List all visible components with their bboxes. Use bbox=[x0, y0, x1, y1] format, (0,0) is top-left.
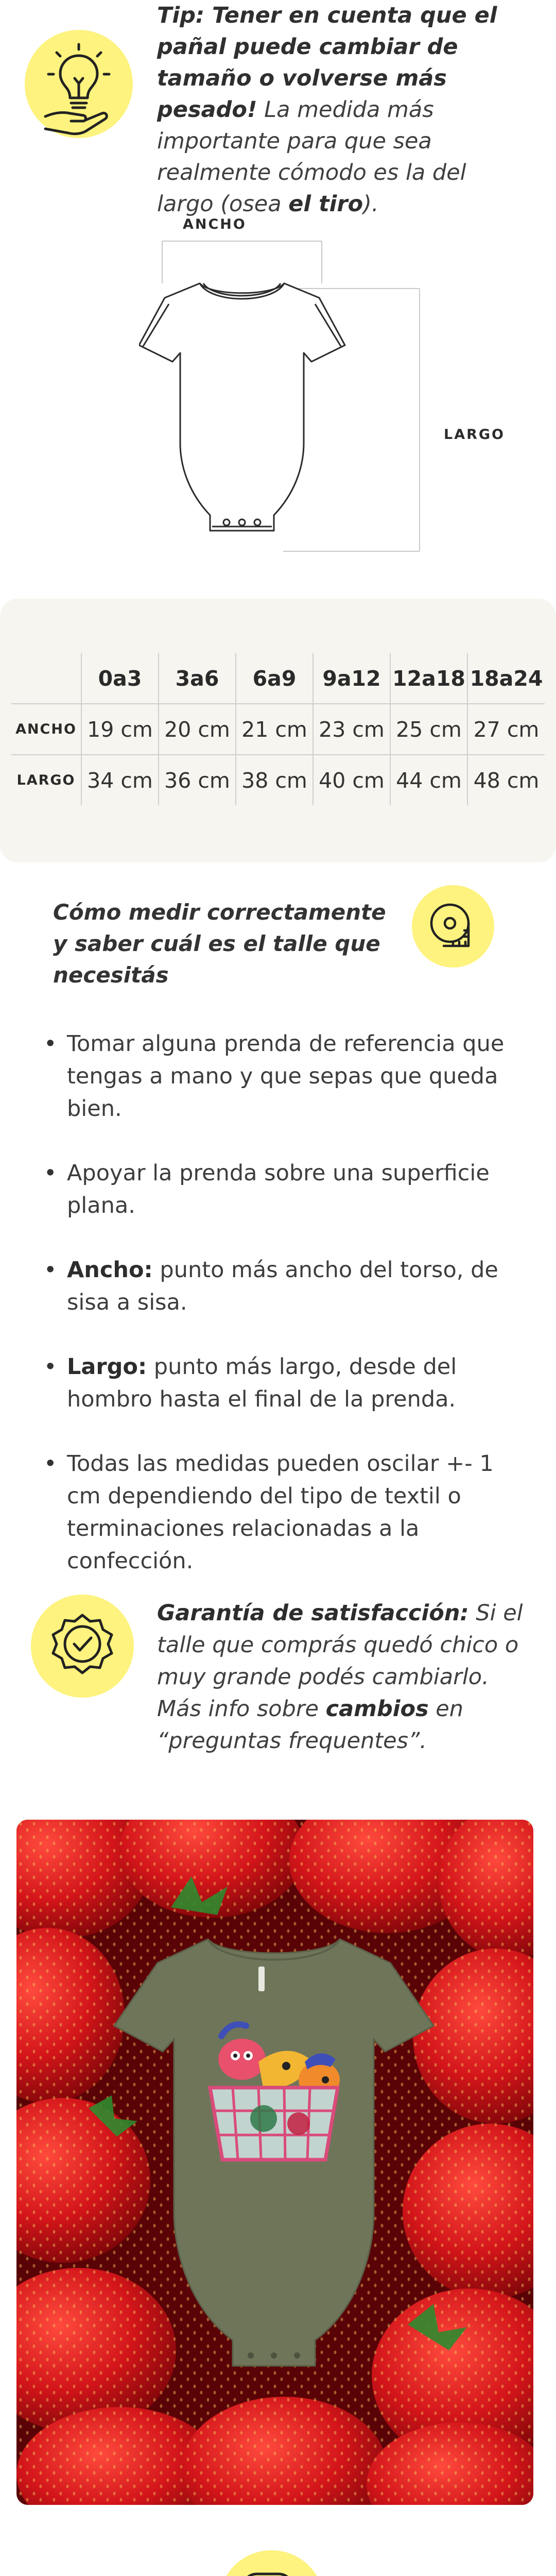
size-header: 3a6 bbox=[159, 653, 236, 704]
table-row bbox=[11, 704, 545, 755]
largo-label: LARGO bbox=[444, 427, 506, 443]
list-item-bold: Largo: bbox=[67, 1354, 147, 1380]
list-item bbox=[44, 1448, 523, 1578]
size-table-corner bbox=[11, 653, 81, 704]
tip-icon-circle bbox=[25, 30, 133, 138]
table-cell: 21 cm bbox=[236, 704, 313, 755]
table-cell: 44 cm bbox=[390, 755, 467, 805]
guarantee-icon-circle bbox=[31, 1595, 134, 1698]
size-header: 9a12 bbox=[313, 653, 390, 704]
table-cell: 27 cm bbox=[467, 704, 545, 755]
ancho-label: ANCHO bbox=[183, 216, 247, 232]
list-item-text: Apoyar la prenda sobre una superficie plana. bbox=[67, 1160, 490, 1218]
size-header: 18a24 bbox=[467, 653, 545, 704]
measuring-tape-icon bbox=[412, 885, 494, 968]
hearts-chat-icon bbox=[219, 2550, 324, 2576]
list-item-text: punto más ancho del torso, de sisa a sisa. bbox=[67, 1257, 498, 1315]
bodysuit-diagram bbox=[139, 227, 427, 556]
list-item-text: Tomar alguna prenda de referencia que tengas a mano y que sepas que queda bien. bbox=[67, 1031, 505, 1122]
table-cell: 25 cm bbox=[390, 704, 467, 755]
list-item bbox=[44, 1254, 523, 1319]
tip-text-2: ). bbox=[363, 191, 379, 217]
tip-bold-2: el tiro bbox=[288, 191, 363, 217]
check-badge-icon bbox=[31, 1595, 134, 1698]
product-photo bbox=[16, 1820, 533, 2505]
list-item-bold: Ancho: bbox=[67, 1257, 153, 1283]
row-label-ancho: ANCHO bbox=[11, 704, 81, 755]
table-row bbox=[11, 755, 545, 805]
tip-text-1: La medida más importante para que sea realmente cómodo es la del largo (osea bbox=[157, 97, 466, 217]
howto-title: Cómo medir correctamente y saber cuál es el talle que necesitás bbox=[53, 900, 386, 988]
list-item-text: Todas las medidas pueden oscilar +- 1 cm dependiendo del tipo de textil o terminaciones relacionadas a la confección. bbox=[67, 1451, 494, 1574]
list-item bbox=[44, 1028, 523, 1125]
size-header: 0a3 bbox=[81, 653, 159, 704]
list-item-text: punto más largo, desde del hombro hasta el final de la prenda. bbox=[67, 1354, 457, 1412]
table-cell: 48 cm bbox=[467, 755, 545, 805]
tip-bold: Tip: Tener en cuenta que el pañal puede cambiar de tamaño o volverse más pesado! bbox=[157, 3, 497, 123]
table-cell: 19 cm bbox=[81, 704, 159, 755]
table-cell: 38 cm bbox=[236, 755, 313, 805]
guarantee-bold: Garantía de satisfacción: bbox=[157, 1600, 469, 1626]
bodysuit-outline bbox=[139, 283, 345, 531]
guarantee-text-2: en “preguntas frequentes”. bbox=[157, 1696, 464, 1754]
size-header: 12a18 bbox=[390, 653, 467, 704]
table-cell: 40 cm bbox=[313, 755, 390, 805]
size-table bbox=[11, 653, 545, 805]
closing-icon-circle bbox=[219, 2550, 324, 2576]
lightbulb-hand-icon bbox=[25, 30, 133, 138]
list-item bbox=[44, 1351, 523, 1416]
row-label-largo: LARGO bbox=[11, 755, 81, 805]
table-cell: 36 cm bbox=[159, 755, 236, 805]
size-table-header-row bbox=[11, 653, 545, 704]
list-item bbox=[44, 1157, 523, 1222]
tip-text bbox=[157, 0, 523, 220]
table-cell: 34 cm bbox=[81, 755, 159, 805]
howto-icon-circle bbox=[412, 885, 494, 968]
size-header: 6a9 bbox=[236, 653, 313, 704]
guarantee-text bbox=[157, 1597, 528, 1757]
table-cell: 23 cm bbox=[313, 704, 390, 755]
howto-list bbox=[44, 1028, 523, 1609]
strawberry-background bbox=[16, 1820, 533, 2505]
table-cell: 20 cm bbox=[159, 704, 236, 755]
guarantee-link-cambios: cambios bbox=[325, 1696, 429, 1722]
guarantee-text-1: Si el talle que comprás quedó chico o muy grande podés cambiarlo. Más info sobre bbox=[157, 1600, 523, 1722]
